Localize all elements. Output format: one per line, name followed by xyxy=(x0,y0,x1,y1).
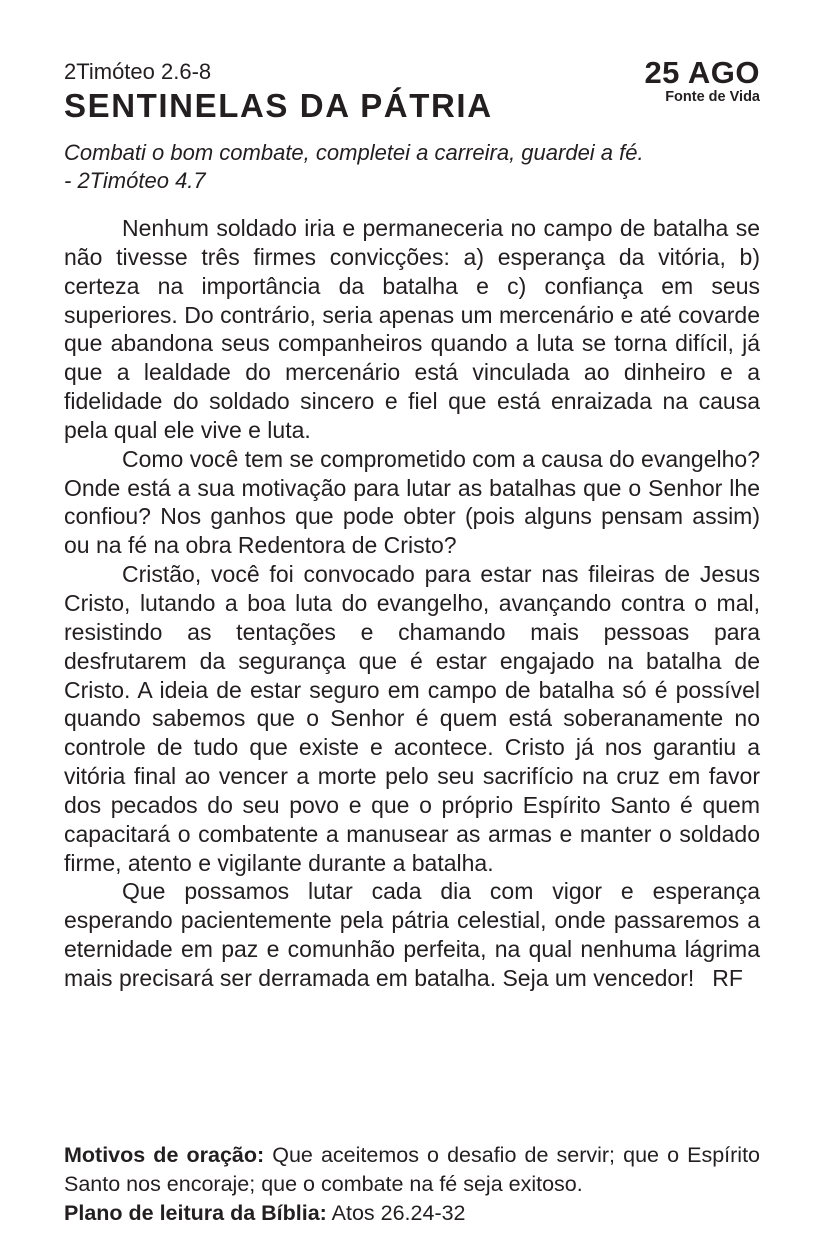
prayer-text: Que aceitemos o desafio de servir; que o Espírito Santo nos encoraje; que o combate na fé seja exitoso. xyxy=(64,1143,760,1196)
epigraph xyxy=(64,139,760,195)
body-paragraph xyxy=(64,877,760,992)
body-paragraph: Cristão, você foi convocado para estar nas fileiras de Jesus Cristo, lutando a boa luta do evangelho, avançando contra o mal, resistindo as tentações e chamando mais pessoas para desfrutarem da segurança que é estar engajado na batalha de Cristo. A ideia de estar seguro em campo de batalha só é possível quando sabemos que o Senhor é quem está soberanamente no controle de tudo que existe e acontece. Cristo já nos garantiu a vitória final ao vencer a morte pelo seu sacrifício na cruz em favor dos pecados do seu povo e que o próprio Espírito Santo é quem capacitará o combatente a manusear as armas e manter o soldado firme, atento e vigilante durante a batalha. xyxy=(64,561,760,876)
page-footer xyxy=(64,1141,760,1228)
prayer-motives xyxy=(64,1141,760,1199)
epigraph-quote: Combati o bom combate, completei a carreira, guardei a fé. xyxy=(64,140,644,165)
page-title: SENTINELAS DA PÁTRIA xyxy=(64,87,493,124)
page-header xyxy=(64,56,760,126)
body-paragraph: Nenhum soldado iria e permaneceria no campo de batalha se não tivesse três firmes convicções: a) esperança da vitória, b) certeza na importância da batalha e c) confiança em seus superiores. Do contrário, seria apenas um mercenário e até covarde que abandona seus companheiros quando a luta se torna difícil, já que a lealdade do mercenário está vinculada ao dinheiro e a fidelidade do soldado sincero e fiel que está enraizada na causa pela qual ele vive e luta. xyxy=(64,215,760,443)
reading-text: Atos 26.24-32 xyxy=(331,1201,466,1225)
devotional-page xyxy=(64,0,760,1260)
reading-plan xyxy=(64,1199,760,1228)
body-paragraph: Como você tem se comprometido com a causa do evangelho? Onde está a sua motivação para lutar as batalhas que o Senhor lhe confiou? Nos ganhos que pode obter (pois alguns pensam assim) ou na fé na obra Redentora de Cristo? xyxy=(64,445,760,559)
source-label: Fonte de Vida xyxy=(665,89,760,105)
devotional-body xyxy=(64,214,760,993)
author-signature: RF xyxy=(712,964,743,991)
epigraph-citation: - 2Timóteo 4.7 xyxy=(64,168,206,193)
closing-text: Que possamos lutar cada dia com vigor e esperança esperando pacientemente pela pátria celestial, onde passaremos a eternidade em paz e comunhão perfeita, na qual nenhuma lágrima mais precisará ser derramada em batalha. Seja um vencedor! xyxy=(64,878,760,991)
date-label: 25 AGO xyxy=(644,55,760,90)
prayer-label: Motivos de oração: xyxy=(64,1143,265,1167)
scripture-reference: 2Timóteo 2.6-8 xyxy=(64,59,212,84)
reading-label: Plano de leitura da Bíblia: xyxy=(64,1201,327,1225)
